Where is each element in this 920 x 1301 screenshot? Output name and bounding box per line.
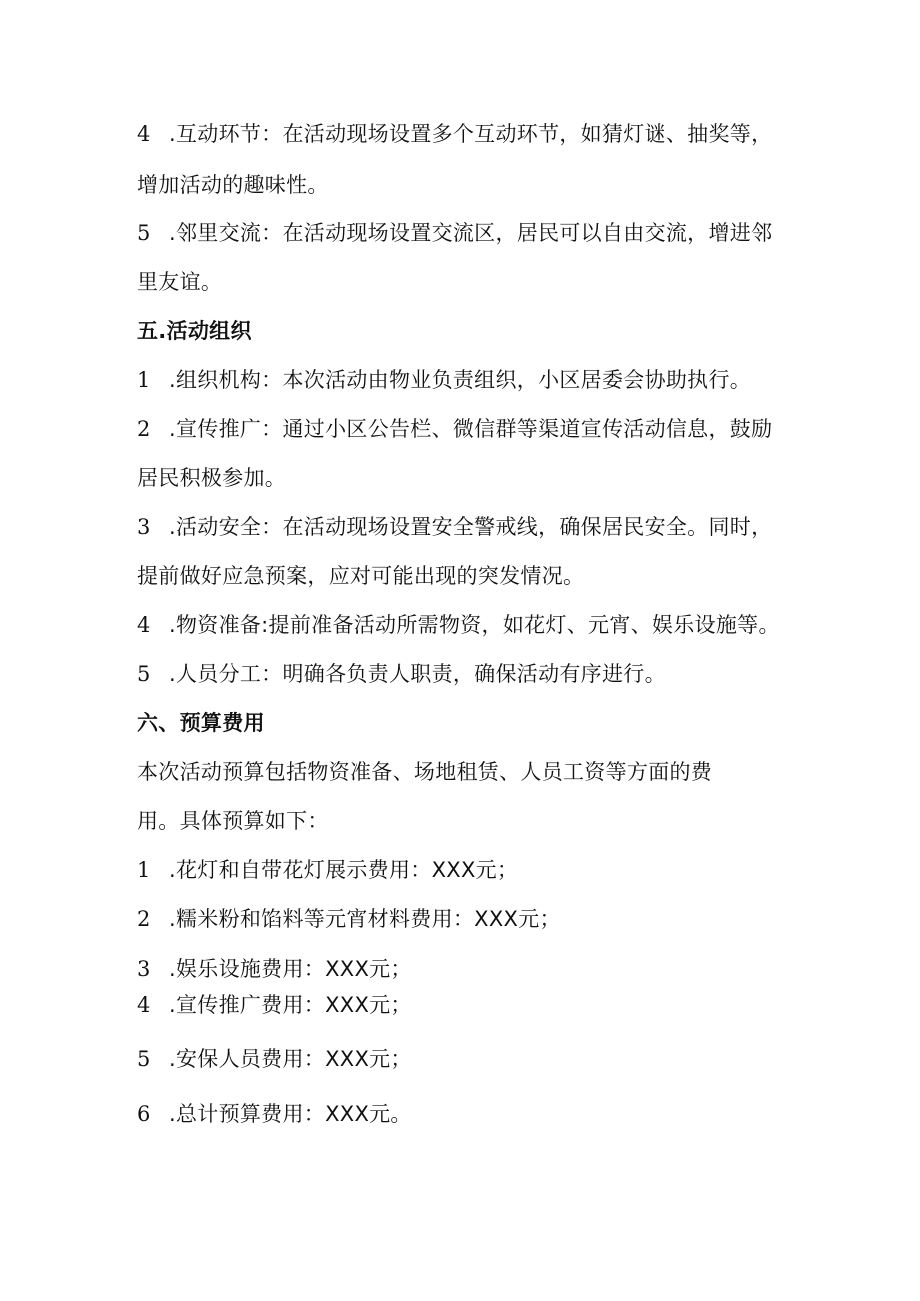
section-heading: 五.活动组织 <box>137 319 252 343</box>
list-item: 2 .宣传推广：通过小区公告栏、微信群等渠道宣传活动信息，鼓励 <box>137 417 773 441</box>
list-item: 4 .物资准备:提前准备活动所需物资，如花灯、元宵、娱乐设施等。 <box>137 613 780 637</box>
budget-item: 4 .宣传推广费用：XXX元； <box>137 993 412 1017</box>
paragraph-line: 用。具体预算如下： <box>137 809 329 833</box>
list-item: 1 .组织机构：本次活动由物业负责组织，小区居委会协助执行。 <box>137 368 752 392</box>
list-item: 3 .活动安全：在活动现场设置安全警戒线，确保居民安全。同时， <box>137 515 773 539</box>
paragraph-line: 本次活动预算包括物资准备、场地租赁、人员工资等方面的费 <box>137 760 713 784</box>
list-item-continuation: 里友谊。 <box>137 270 223 294</box>
budget-item: 3 .娱乐设施费用：XXX元； <box>137 957 412 981</box>
budget-item: 6 .总计预算费用：XXX元。 <box>137 1102 412 1126</box>
list-item-continuation: 居民积极参加。 <box>137 466 287 490</box>
list-item: 5 .邻里交流：在活动现场设置交流区，居民可以自由交流，增进邻 <box>137 221 773 245</box>
list-item-continuation: 提前做好应急预案，应对可能出现的突发情况。 <box>137 564 585 588</box>
budget-item: 1 .花灯和自带花灯展示费用：XXX元； <box>137 858 519 882</box>
list-item-continuation: 增加活动的趣味性。 <box>137 173 329 197</box>
list-item: 4 .互动环节：在活动现场设置多个互动环节，如猜灯谜、抽奖等， <box>137 122 773 146</box>
section-heading: 六、预算费用 <box>137 711 265 735</box>
budget-item: 5 .安保人员费用：XXX元； <box>137 1047 412 1071</box>
budget-item: 2 .糯米粉和馅料等元宵材料费用：XXX元； <box>137 907 561 931</box>
list-item: 5 .人员分工：明确各负责人职责，确保活动有序进行。 <box>137 662 666 686</box>
